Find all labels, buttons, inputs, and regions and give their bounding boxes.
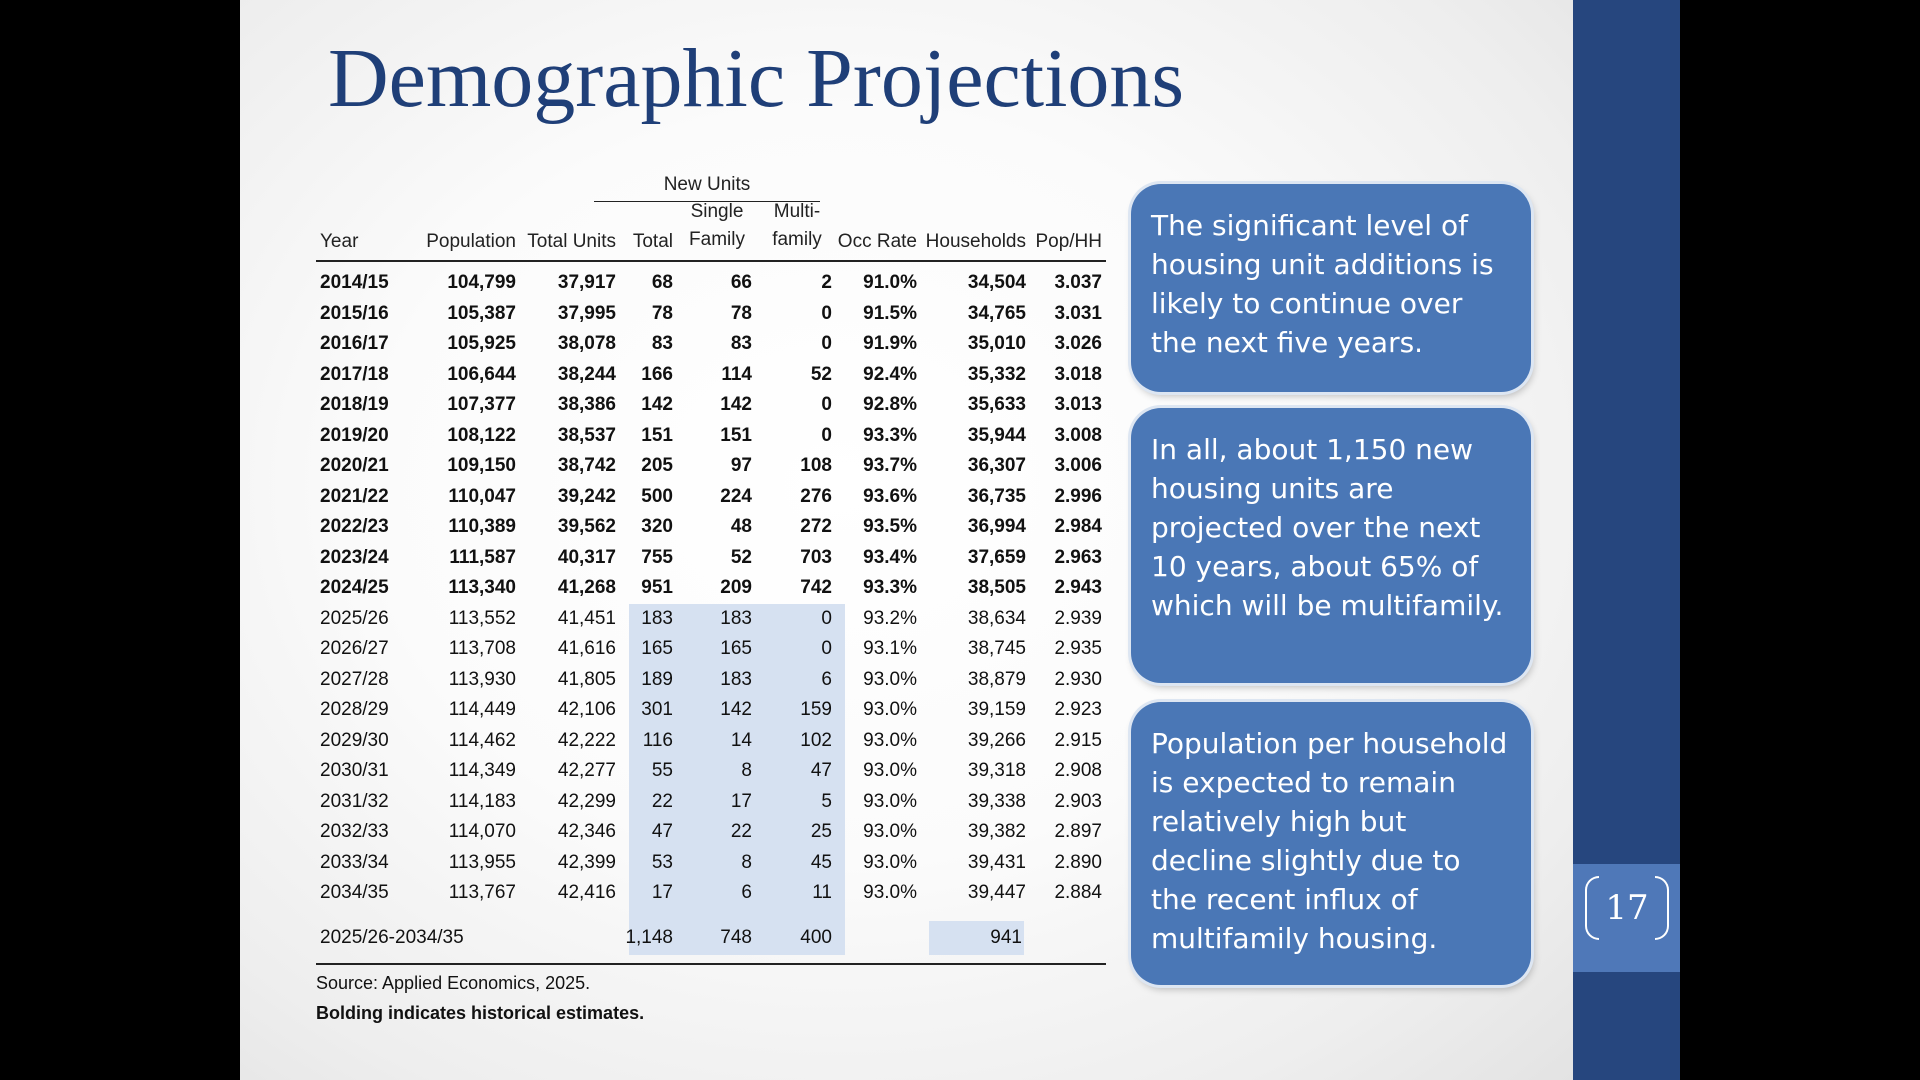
cell-multifamily: 0 bbox=[821, 638, 832, 659]
cell-total: 500 bbox=[641, 485, 673, 507]
cell-year: 2028/29 bbox=[320, 699, 389, 720]
table-row bbox=[316, 848, 1106, 879]
cell-multifamily: 0 bbox=[821, 424, 832, 446]
cell-occ-rate: 93.0% bbox=[863, 760, 917, 781]
cell-households: 37,659 bbox=[967, 546, 1026, 568]
cell-total-units: 38,244 bbox=[557, 363, 616, 385]
cell-occ-rate: 93.5% bbox=[863, 516, 917, 537]
header-population: Population bbox=[426, 231, 516, 252]
cell-population: 114,349 bbox=[448, 760, 516, 781]
cell-occ-rate: 93.4% bbox=[863, 546, 917, 568]
cell-total: 78 bbox=[651, 302, 673, 324]
cell-total-units: 42,299 bbox=[557, 790, 616, 812]
header-year: Year bbox=[320, 231, 359, 252]
table-row bbox=[316, 817, 1106, 848]
cell-total-units: 42,106 bbox=[557, 699, 616, 720]
table-row bbox=[316, 665, 1106, 696]
header-occ-rate: Occ Rate bbox=[837, 231, 917, 252]
cell-multifamily: 0 bbox=[821, 302, 832, 324]
cell-single-family: 183 bbox=[720, 668, 752, 690]
summary-households: 941 bbox=[990, 926, 1022, 948]
cell-pop-hh: 2.903 bbox=[1054, 790, 1102, 812]
cell-total-units: 37,917 bbox=[557, 272, 616, 293]
cell-total: 189 bbox=[641, 668, 673, 690]
header-single: Single bbox=[690, 201, 744, 222]
cell-single-family: 14 bbox=[730, 729, 752, 751]
cell-total: 165 bbox=[641, 638, 673, 659]
cell-pop-hh: 2.963 bbox=[1054, 546, 1102, 568]
cell-occ-rate: 93.0% bbox=[863, 699, 917, 720]
cell-pop-hh: 2.884 bbox=[1054, 882, 1102, 903]
cell-population: 111,587 bbox=[449, 546, 516, 568]
cell-households: 39,431 bbox=[967, 851, 1026, 873]
cell-year: 2022/23 bbox=[320, 516, 389, 537]
cell-pop-hh: 2.923 bbox=[1054, 699, 1102, 720]
cell-households: 36,994 bbox=[967, 516, 1026, 537]
cell-single-family: 142 bbox=[720, 394, 752, 415]
table-row bbox=[316, 299, 1106, 330]
slide-title: Demographic Projections bbox=[328, 32, 1185, 125]
cell-year: 2033/34 bbox=[320, 851, 389, 873]
header-rule bbox=[316, 260, 1106, 262]
header-multi-family: family bbox=[772, 229, 822, 250]
cell-total: 166 bbox=[641, 363, 673, 385]
table-row bbox=[316, 421, 1106, 452]
cell-pop-hh: 2.908 bbox=[1054, 760, 1102, 781]
cell-households: 38,879 bbox=[967, 668, 1026, 690]
cell-occ-rate: 93.3% bbox=[863, 577, 917, 598]
table-row bbox=[316, 634, 1106, 665]
projections-table bbox=[316, 170, 1106, 1028]
table-row bbox=[316, 756, 1106, 787]
cell-multifamily: 47 bbox=[810, 760, 832, 781]
cell-total-units: 42,222 bbox=[557, 729, 616, 751]
cell-pop-hh: 2.915 bbox=[1054, 729, 1102, 751]
cell-year: 2034/35 bbox=[320, 882, 389, 903]
table-row bbox=[316, 360, 1106, 391]
cell-households: 39,338 bbox=[967, 790, 1026, 812]
cell-households: 36,307 bbox=[967, 455, 1026, 476]
cell-households: 35,010 bbox=[967, 333, 1026, 354]
cell-occ-rate: 93.0% bbox=[863, 790, 917, 812]
cell-year: 2020/21 bbox=[320, 455, 389, 476]
cell-population: 107,377 bbox=[447, 394, 516, 415]
cell-total-units: 39,242 bbox=[557, 485, 616, 507]
cell-single-family: 52 bbox=[730, 546, 752, 568]
cell-occ-rate: 93.6% bbox=[863, 485, 917, 507]
cell-multifamily: 703 bbox=[800, 546, 832, 568]
cell-single-family: 183 bbox=[720, 607, 752, 629]
cell-single-family: 142 bbox=[720, 699, 752, 720]
cell-pop-hh: 2.996 bbox=[1054, 485, 1102, 507]
cell-population: 113,955 bbox=[448, 851, 516, 873]
cell-single-family: 48 bbox=[730, 516, 752, 537]
cell-total: 116 bbox=[642, 729, 673, 751]
cell-population: 113,552 bbox=[448, 607, 516, 629]
cell-year: 2024/25 bbox=[320, 577, 389, 598]
cell-population: 114,183 bbox=[448, 790, 516, 812]
cell-pop-hh: 2.897 bbox=[1054, 821, 1102, 842]
cell-households: 34,765 bbox=[967, 302, 1026, 324]
summary-total: 1,148 bbox=[625, 926, 673, 948]
page-number-text: 17 bbox=[1605, 888, 1649, 928]
cell-occ-rate: 93.0% bbox=[863, 821, 917, 842]
table-row bbox=[316, 482, 1106, 513]
table-header bbox=[316, 170, 1106, 262]
cell-total-units: 42,277 bbox=[557, 760, 616, 781]
cell-single-family: 17 bbox=[730, 790, 752, 812]
header-total-units: Total Units bbox=[527, 231, 616, 252]
cell-pop-hh: 2.890 bbox=[1054, 851, 1102, 873]
cell-households: 38,634 bbox=[967, 607, 1026, 629]
right-accent-bar bbox=[1573, 0, 1680, 1080]
cell-year: 2017/18 bbox=[320, 363, 389, 385]
cell-total-units: 41,451 bbox=[557, 607, 616, 629]
cell-pop-hh: 3.037 bbox=[1054, 272, 1102, 293]
cell-total-units: 37,995 bbox=[557, 302, 616, 324]
cell-occ-rate: 93.3% bbox=[863, 424, 917, 446]
cell-total-units: 41,616 bbox=[557, 638, 616, 659]
header-households: Households bbox=[925, 231, 1026, 252]
cell-population: 110,047 bbox=[448, 485, 516, 507]
summary-label: 2025/26-2034/35 bbox=[320, 926, 464, 948]
cell-occ-rate: 92.8% bbox=[863, 394, 917, 415]
table-row bbox=[316, 787, 1106, 818]
cell-year: 2029/30 bbox=[320, 729, 389, 751]
cell-multifamily: 102 bbox=[800, 729, 832, 751]
summary-row bbox=[316, 921, 1106, 955]
cell-single-family: 78 bbox=[730, 302, 752, 324]
cell-households: 39,266 bbox=[967, 729, 1026, 751]
cell-population: 105,387 bbox=[447, 302, 516, 324]
table-body bbox=[316, 268, 1106, 955]
page-number bbox=[1585, 876, 1669, 940]
cell-total-units: 41,805 bbox=[557, 668, 616, 690]
cell-households: 39,159 bbox=[967, 699, 1026, 720]
cell-population: 114,449 bbox=[448, 699, 516, 720]
cell-total: 320 bbox=[641, 516, 673, 537]
table-row bbox=[316, 604, 1106, 635]
cell-multifamily: 11 bbox=[812, 882, 832, 903]
cell-population: 106,644 bbox=[447, 363, 516, 385]
cell-occ-rate: 93.0% bbox=[863, 729, 917, 751]
cell-households: 34,504 bbox=[967, 272, 1026, 293]
table-row bbox=[316, 390, 1106, 421]
header-family: Family bbox=[689, 229, 745, 250]
cell-total: 142 bbox=[641, 394, 673, 415]
callout-unit-additions: The significant level of housing unit additions is likely to continue over the next five years. bbox=[1131, 184, 1531, 392]
slide bbox=[240, 0, 1573, 1080]
table-row bbox=[316, 726, 1106, 757]
bolding-note: Bolding indicates historical estimates. bbox=[316, 1002, 645, 1023]
cell-households: 38,745 bbox=[967, 638, 1026, 659]
cell-total-units: 42,399 bbox=[557, 851, 616, 873]
cell-population: 113,708 bbox=[448, 638, 516, 659]
cell-population: 104,799 bbox=[447, 272, 516, 293]
cell-pop-hh: 3.031 bbox=[1054, 302, 1102, 324]
cell-households: 35,633 bbox=[967, 394, 1026, 415]
cell-total-units: 39,562 bbox=[557, 516, 616, 537]
cell-year: 2023/24 bbox=[320, 546, 389, 568]
cell-population: 114,070 bbox=[448, 821, 516, 842]
cell-total: 47 bbox=[651, 821, 673, 842]
cell-multifamily: 0 bbox=[821, 607, 832, 629]
cell-total: 151 bbox=[641, 424, 673, 446]
header-multi: Multi- bbox=[773, 201, 821, 222]
cell-total: 205 bbox=[641, 455, 673, 476]
cell-single-family: 8 bbox=[741, 760, 752, 781]
cell-total-units: 38,537 bbox=[557, 424, 616, 446]
cell-multifamily: 272 bbox=[800, 516, 832, 537]
cell-single-family: 165 bbox=[720, 638, 752, 659]
source-note: Source: Applied Economics, 2025. bbox=[316, 972, 591, 993]
cell-pop-hh: 2.939 bbox=[1054, 607, 1102, 629]
cell-population: 113,767 bbox=[448, 882, 516, 903]
cell-single-family: 97 bbox=[730, 455, 752, 476]
cell-population: 109,150 bbox=[447, 455, 516, 476]
cell-multifamily: 0 bbox=[821, 333, 832, 354]
cell-year: 2030/31 bbox=[320, 760, 389, 781]
cell-occ-rate: 92.4% bbox=[863, 363, 917, 385]
cell-pop-hh: 3.013 bbox=[1054, 394, 1102, 415]
cell-year: 2021/22 bbox=[320, 485, 389, 507]
cell-total: 755 bbox=[641, 546, 673, 568]
cell-year: 2031/32 bbox=[320, 790, 389, 812]
cell-single-family: 6 bbox=[741, 882, 752, 903]
cell-occ-rate: 93.1% bbox=[863, 638, 917, 659]
cell-total: 83 bbox=[651, 333, 673, 354]
page-number-band bbox=[1573, 864, 1680, 972]
callout-new-units-total: In all, about 1,150 new housing units are projected over the next 10 years, about 65% of which will be multifamily. bbox=[1131, 408, 1531, 683]
table-row bbox=[316, 268, 1106, 299]
table-row bbox=[316, 878, 1106, 909]
header-total: Total bbox=[632, 231, 673, 252]
cell-population: 105,925 bbox=[447, 333, 516, 354]
cell-pop-hh: 2.984 bbox=[1054, 516, 1102, 537]
header-pop-hh: Pop/HH bbox=[1035, 231, 1102, 252]
cell-single-family: 22 bbox=[730, 821, 752, 842]
right-bracket-icon bbox=[1655, 876, 1669, 940]
cell-total: 183 bbox=[641, 607, 673, 629]
cell-single-family: 83 bbox=[730, 333, 752, 354]
cell-occ-rate: 93.0% bbox=[863, 668, 917, 690]
cell-total-units: 38,742 bbox=[557, 455, 616, 476]
cell-households: 39,447 bbox=[967, 882, 1026, 903]
cell-multifamily: 45 bbox=[810, 851, 832, 873]
cell-pop-hh: 2.943 bbox=[1054, 577, 1102, 598]
cell-occ-rate: 93.0% bbox=[863, 851, 917, 873]
cell-total-units: 42,346 bbox=[557, 821, 616, 842]
cell-total: 17 bbox=[651, 882, 673, 903]
cell-population: 113,930 bbox=[448, 668, 516, 690]
cell-total: 951 bbox=[641, 577, 673, 598]
cell-total: 55 bbox=[651, 760, 673, 781]
cell-occ-rate: 91.5% bbox=[863, 302, 917, 324]
cell-total-units: 38,386 bbox=[557, 394, 616, 415]
cell-total-units: 42,416 bbox=[557, 882, 616, 903]
cell-year: 2027/28 bbox=[320, 668, 389, 690]
cell-pop-hh: 3.018 bbox=[1054, 363, 1102, 385]
cell-households: 39,382 bbox=[967, 821, 1026, 842]
table-row bbox=[316, 512, 1106, 543]
cell-population: 110,389 bbox=[448, 516, 516, 537]
cell-multifamily: 108 bbox=[800, 455, 832, 476]
cell-single-family: 224 bbox=[720, 485, 752, 507]
cell-multifamily: 52 bbox=[810, 363, 832, 385]
cell-pop-hh: 3.026 bbox=[1054, 333, 1102, 354]
cell-total: 301 bbox=[641, 699, 673, 720]
table-row bbox=[316, 451, 1106, 482]
cell-occ-rate: 93.7% bbox=[863, 455, 917, 476]
cell-multifamily: 0 bbox=[821, 394, 832, 415]
cell-year: 2019/20 bbox=[320, 424, 389, 446]
cell-occ-rate: 93.2% bbox=[863, 607, 917, 629]
cell-total-units: 41,268 bbox=[557, 577, 616, 598]
cell-households: 39,318 bbox=[967, 760, 1026, 781]
cell-multifamily: 25 bbox=[810, 821, 832, 842]
cell-single-family: 114 bbox=[721, 363, 752, 385]
cell-pop-hh: 2.935 bbox=[1054, 638, 1102, 659]
cell-occ-rate: 91.0% bbox=[863, 272, 917, 293]
cell-year: 2026/27 bbox=[320, 638, 389, 659]
new-units-group-header: New Units bbox=[663, 174, 751, 195]
cell-single-family: 151 bbox=[720, 424, 752, 446]
table-bottom-rule bbox=[316, 963, 1106, 965]
table-row bbox=[316, 329, 1106, 360]
cell-pop-hh: 3.008 bbox=[1054, 424, 1102, 446]
cell-multifamily: 742 bbox=[800, 577, 832, 598]
cell-total: 22 bbox=[651, 790, 673, 812]
cell-year: 2018/19 bbox=[320, 394, 389, 415]
cell-year: 2014/15 bbox=[320, 272, 389, 293]
cell-year: 2025/26 bbox=[320, 607, 389, 629]
cell-households: 36,735 bbox=[967, 485, 1026, 507]
cell-occ-rate: 93.0% bbox=[863, 882, 917, 903]
cell-year: 2015/16 bbox=[320, 302, 389, 324]
cell-total: 53 bbox=[651, 851, 673, 873]
table-row bbox=[316, 573, 1106, 604]
cell-single-family: 209 bbox=[720, 577, 752, 598]
cell-population: 113,340 bbox=[448, 577, 516, 598]
cell-population: 114,462 bbox=[448, 729, 516, 751]
cell-multifamily: 159 bbox=[800, 699, 832, 720]
cell-pop-hh: 2.930 bbox=[1054, 668, 1102, 690]
cell-households: 38,505 bbox=[967, 577, 1026, 598]
callout-pop-per-household: Population per household is expected to remain relatively high but decline slightly due to the recent influx of multifamily housing. bbox=[1131, 702, 1531, 985]
cell-total: 68 bbox=[651, 272, 673, 293]
table-row bbox=[316, 695, 1106, 726]
cell-multifamily: 5 bbox=[821, 790, 832, 812]
cell-single-family: 8 bbox=[741, 851, 752, 873]
summary-single-family: 748 bbox=[720, 926, 752, 948]
cell-occ-rate: 91.9% bbox=[863, 333, 917, 354]
left-bracket-icon bbox=[1585, 876, 1599, 940]
summary-multifamily: 400 bbox=[800, 926, 832, 948]
cell-pop-hh: 3.006 bbox=[1054, 455, 1102, 476]
cell-multifamily: 276 bbox=[800, 485, 832, 507]
cell-multifamily: 2 bbox=[821, 272, 832, 293]
cell-year: 2032/33 bbox=[320, 821, 389, 842]
cell-population: 108,122 bbox=[447, 424, 516, 446]
cell-households: 35,944 bbox=[967, 424, 1026, 446]
cell-multifamily: 6 bbox=[821, 668, 832, 690]
cell-households: 35,332 bbox=[967, 363, 1026, 385]
cell-total-units: 40,317 bbox=[557, 546, 616, 568]
cell-total-units: 38,078 bbox=[557, 333, 616, 354]
cell-single-family: 66 bbox=[730, 272, 752, 293]
table-row bbox=[316, 543, 1106, 574]
cell-year: 2016/17 bbox=[320, 333, 389, 354]
